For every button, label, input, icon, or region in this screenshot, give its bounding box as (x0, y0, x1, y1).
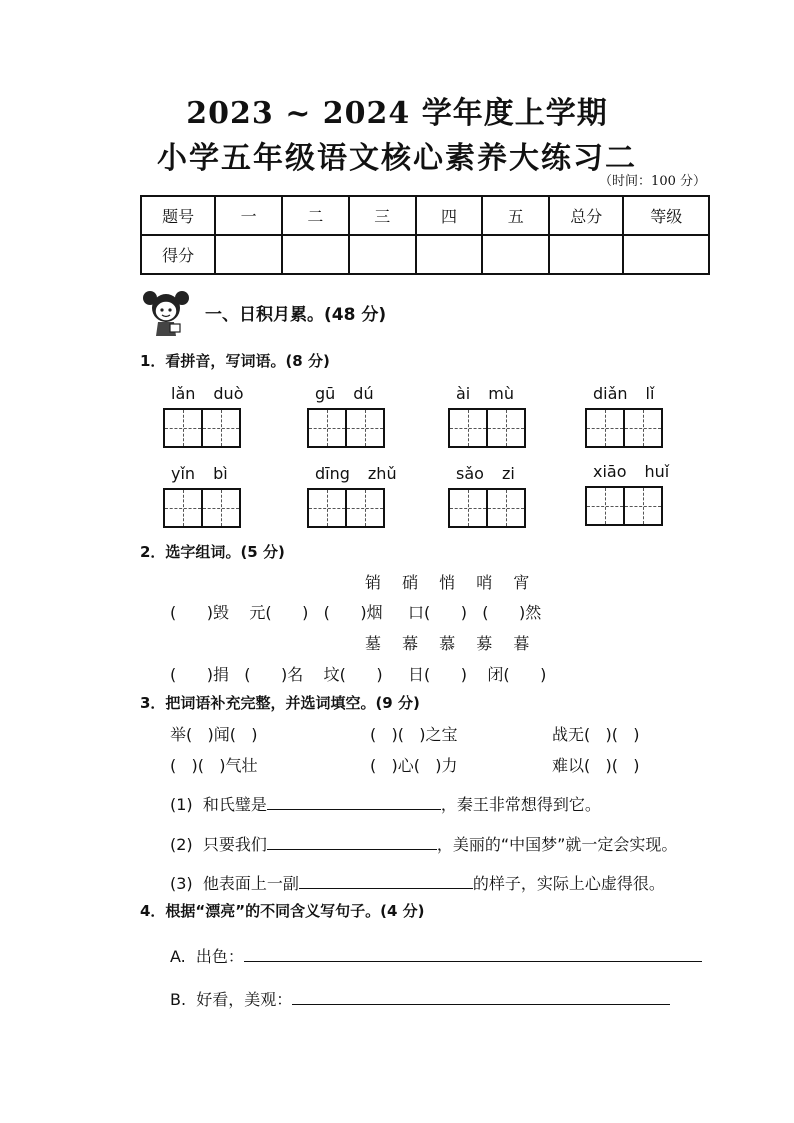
score-cell: 二 (282, 196, 349, 235)
pinyin-syllable: gū (315, 384, 336, 403)
score-cell: 五 (482, 196, 549, 235)
pinyin-syllable: ài (456, 384, 471, 403)
idiom-blank[interactable]: ( )( )气壮 (170, 756, 258, 775)
sentence-line-a (170, 944, 702, 967)
answer-blank[interactable] (267, 793, 441, 810)
question-3-title: 3．把词语补充完整，并选词填空。(9 分) (140, 694, 420, 712)
character-writing-box[interactable] (585, 408, 625, 448)
section-1-title: 一、日积月累。(48 分) (205, 305, 387, 325)
title-line-1: 2023 ~ 2024 学年度上学期 (186, 96, 608, 131)
pinyin-syllable: xiāo (593, 462, 627, 481)
sentence-line-b (170, 987, 670, 1010)
answer-line[interactable] (292, 988, 670, 1005)
score-input-cell[interactable] (416, 235, 483, 274)
pinyin-word-item (585, 384, 663, 448)
score-input-cell[interactable] (623, 235, 709, 274)
pinyin-syllable: bì (213, 464, 228, 483)
character-writing-box[interactable] (448, 488, 488, 528)
character-writing-box[interactable] (448, 408, 488, 448)
pinyin-syllable: dīng (315, 464, 350, 483)
answer-line[interactable] (244, 945, 702, 962)
pinyin-syllable: huǐ (644, 462, 670, 481)
idiom-blank[interactable]: ( )( )之宝 (370, 725, 458, 744)
idiom-blank[interactable]: 难以( )( ) (552, 756, 640, 775)
fill-sentence-1 (170, 792, 601, 815)
character-writing-box[interactable] (486, 408, 526, 448)
answer-blank[interactable] (267, 833, 437, 850)
pinyin-syllable: diǎn (593, 384, 628, 403)
character-writing-box[interactable] (201, 408, 241, 448)
pinyin-syllable: yǐn (171, 464, 196, 483)
word-fill-row-2[interactable]: ( )捐 ( )名 坟( ) 日( ) 闭( ) (170, 665, 547, 684)
score-input-cell[interactable] (549, 235, 623, 274)
score-input-cell[interactable] (482, 235, 549, 274)
pinyin-syllable: lǎn (171, 384, 196, 403)
pinyin-syllable: zhǔ (367, 464, 397, 483)
score-cell: 三 (349, 196, 416, 235)
score-input-cell[interactable] (215, 235, 282, 274)
character-writing-box[interactable] (623, 408, 663, 448)
character-writing-box[interactable] (201, 488, 241, 528)
pinyin-word-item (307, 384, 385, 448)
character-writing-box[interactable] (345, 408, 385, 448)
fill-sentence-2 (170, 832, 677, 855)
pinyin-syllable: zi (501, 464, 515, 483)
pinyin-word-item (307, 464, 397, 528)
character-writing-box[interactable] (623, 486, 663, 526)
idiom-blank[interactable]: ( )心( )力 (370, 756, 458, 775)
sentence-suffix: ，美丽的“中国梦”就一定会实现。 (436, 835, 678, 854)
pinyin-word-item (163, 464, 241, 528)
pinyin-syllable: mù (488, 384, 514, 403)
score-cell: 总分 (549, 196, 623, 235)
pinyin-syllable: sǎo (456, 464, 484, 483)
score-cell: 等级 (623, 196, 709, 235)
score-table (140, 195, 710, 275)
score-table-score-row (141, 235, 709, 274)
word-fill-row-1[interactable]: ( )毁 元( ) ( )烟 口( ) ( )然 (170, 603, 542, 622)
score-cell: 一 (215, 196, 282, 235)
character-writing-box[interactable] (307, 488, 347, 528)
pinyin-word-item (448, 384, 526, 448)
sentence-prefix: (2) 只要我们 (170, 835, 267, 854)
score-input-cell[interactable] (282, 235, 349, 274)
pinyin-word-item (448, 464, 526, 528)
pinyin-syllable: lǐ (645, 384, 655, 403)
sentence-label-a: A. 出色： (170, 947, 244, 966)
question-4-title: 4．根据“漂亮”的不同含义写句子。(4 分) (140, 902, 425, 920)
sentence-prefix: (1) 和氏璧是 (170, 795, 267, 814)
score-input-cell[interactable] (349, 235, 416, 274)
character-writing-box[interactable] (585, 486, 625, 526)
idiom-blank[interactable]: 战无( )( ) (552, 725, 640, 744)
character-writing-box[interactable] (345, 488, 385, 528)
score-table-header-row (141, 196, 709, 235)
character-writing-box[interactable] (307, 408, 347, 448)
sentence-label-b: B. 好看，美观： (170, 990, 293, 1009)
fill-sentence-3 (170, 871, 665, 894)
question-1-title: 1．看拼音，写词语。(8 分) (140, 352, 330, 370)
score-cell: 四 (416, 196, 483, 235)
title-line-2: 小学五年级语文核心素养大练习二 (157, 141, 637, 176)
score-cell: 题号 (141, 196, 215, 235)
answer-blank[interactable] (299, 872, 473, 889)
sentence-suffix: ，秦王非常想得到它。 (440, 795, 601, 814)
character-writing-box[interactable] (163, 408, 203, 448)
sentence-prefix: (3) 他表面上一副 (170, 874, 299, 893)
character-options-2: 墓 幕 慕 募 暮 (365, 634, 538, 653)
pinyin-word-item (585, 462, 669, 526)
question-2-title: 2．选字组词。(5 分) (140, 543, 285, 561)
score-cell: 得分 (141, 235, 215, 274)
character-writing-box[interactable] (486, 488, 526, 528)
pinyin-syllable: duò (213, 384, 244, 403)
character-options-1: 销 硝 悄 哨 宵 (365, 573, 538, 592)
pinyin-syllable: dú (353, 384, 374, 403)
character-writing-box[interactable] (163, 488, 203, 528)
time-note: （时间：100 分） (599, 174, 706, 189)
girl-mascot-icon (140, 288, 192, 340)
sentence-suffix: 的样子，实际上心虚得很。 (472, 874, 665, 893)
idiom-blank[interactable]: 举( )闻( ) (170, 725, 258, 744)
pinyin-word-item (163, 384, 243, 448)
